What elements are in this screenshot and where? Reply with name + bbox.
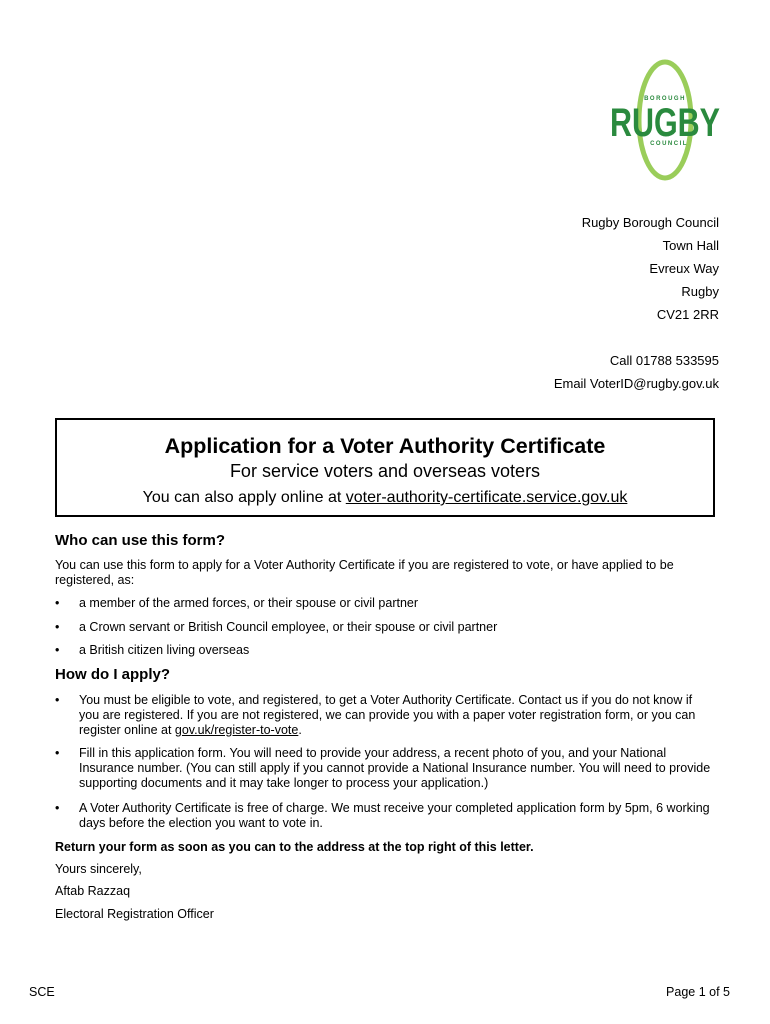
register-to-vote-link[interactable]: gov.uk/register-to-vote (174, 723, 299, 737)
bullet-icon: • (55, 693, 60, 707)
contact-email: Email VoterID@rugby.gov.uk (553, 376, 719, 391)
bullet-icon: • (55, 746, 60, 760)
who-intro: You can use this form to apply for a Voter Authority Certificate if you are registered to vote, or have applied to be registered, as: (55, 558, 674, 587)
contact-phone: Call 01788 533595 (609, 353, 719, 368)
bullet-icon: • (55, 643, 60, 657)
salutation: Yours sincerely, (55, 862, 142, 876)
how-heading: How do I apply? (55, 666, 170, 683)
logo-bottom-text: COUNCIL (650, 141, 688, 147)
address-spacer (554, 326, 719, 349)
footer-reference: SCE (29, 985, 55, 999)
address-line: Town Hall (662, 238, 719, 253)
address-line: Rugby Borough Council (581, 215, 719, 230)
list-item-text: a British citizen living overseas (79, 643, 250, 657)
bullet-icon: • (55, 801, 60, 815)
apply-online-link[interactable]: voter-authority-certificate.service.gov.uk (345, 489, 628, 506)
return-note: Return your form as soon as you can to the address at the top right of this letter. (55, 840, 534, 854)
who-heading: Who can use this form? (55, 532, 226, 549)
logo-top-text: BOROUGH (644, 96, 686, 102)
address-postcode: CV21 2RR (656, 307, 719, 322)
page-number: Page 1 of 5 (666, 985, 730, 999)
document-title: Application for a Voter Authority Certificate (164, 434, 606, 458)
address-line: Evreux Way (649, 261, 719, 276)
document-subtitle: For service voters and overseas voters (229, 461, 541, 481)
list-item-text (79, 693, 711, 738)
signatory-name: Aftab Razzaq (55, 884, 131, 898)
logo-main-text: RUGBY (610, 101, 721, 145)
list-item-text: A Voter Authority Certificate is free of charge. We must receive your completed application form by 5pm, 6 working days before the election you want to vote in. (79, 801, 710, 830)
how-bullet1-end: . (298, 723, 302, 737)
address-line: Rugby (681, 284, 719, 299)
council-address-block (554, 211, 719, 395)
list-item-text: Fill in this application form. You will need to provide your address, a recent photo of you, and your National Insurance number. (You can still apply if you cannot provide a National Insurance number. You will need to provide supporting documents and it may take longer to process your application.) (79, 746, 711, 790)
rugby-borough-council-logo (606, 58, 724, 182)
how-bullet1-text: You must be eligible to vote, and registered, to get a Voter Authority Certificate. Contact us if you do not know if you are registered. If you are not registered, we can provide you with a paper voter registration form, or you can register online at (79, 693, 696, 737)
bullet-icon: • (55, 596, 60, 610)
bullet-icon: • (55, 620, 60, 634)
list-item-text: a member of the armed forces, or their spouse or civil partner (79, 596, 419, 610)
apply-online-line (57, 487, 713, 509)
list-item-text: a Crown servant or British Council employee, or their spouse or civil partner (79, 620, 498, 634)
title-box (55, 418, 715, 517)
apply-online-prefix: You can also apply online at (142, 489, 346, 506)
signatory-role: Electoral Registration Officer (55, 907, 214, 921)
logo-graphic (606, 58, 724, 182)
